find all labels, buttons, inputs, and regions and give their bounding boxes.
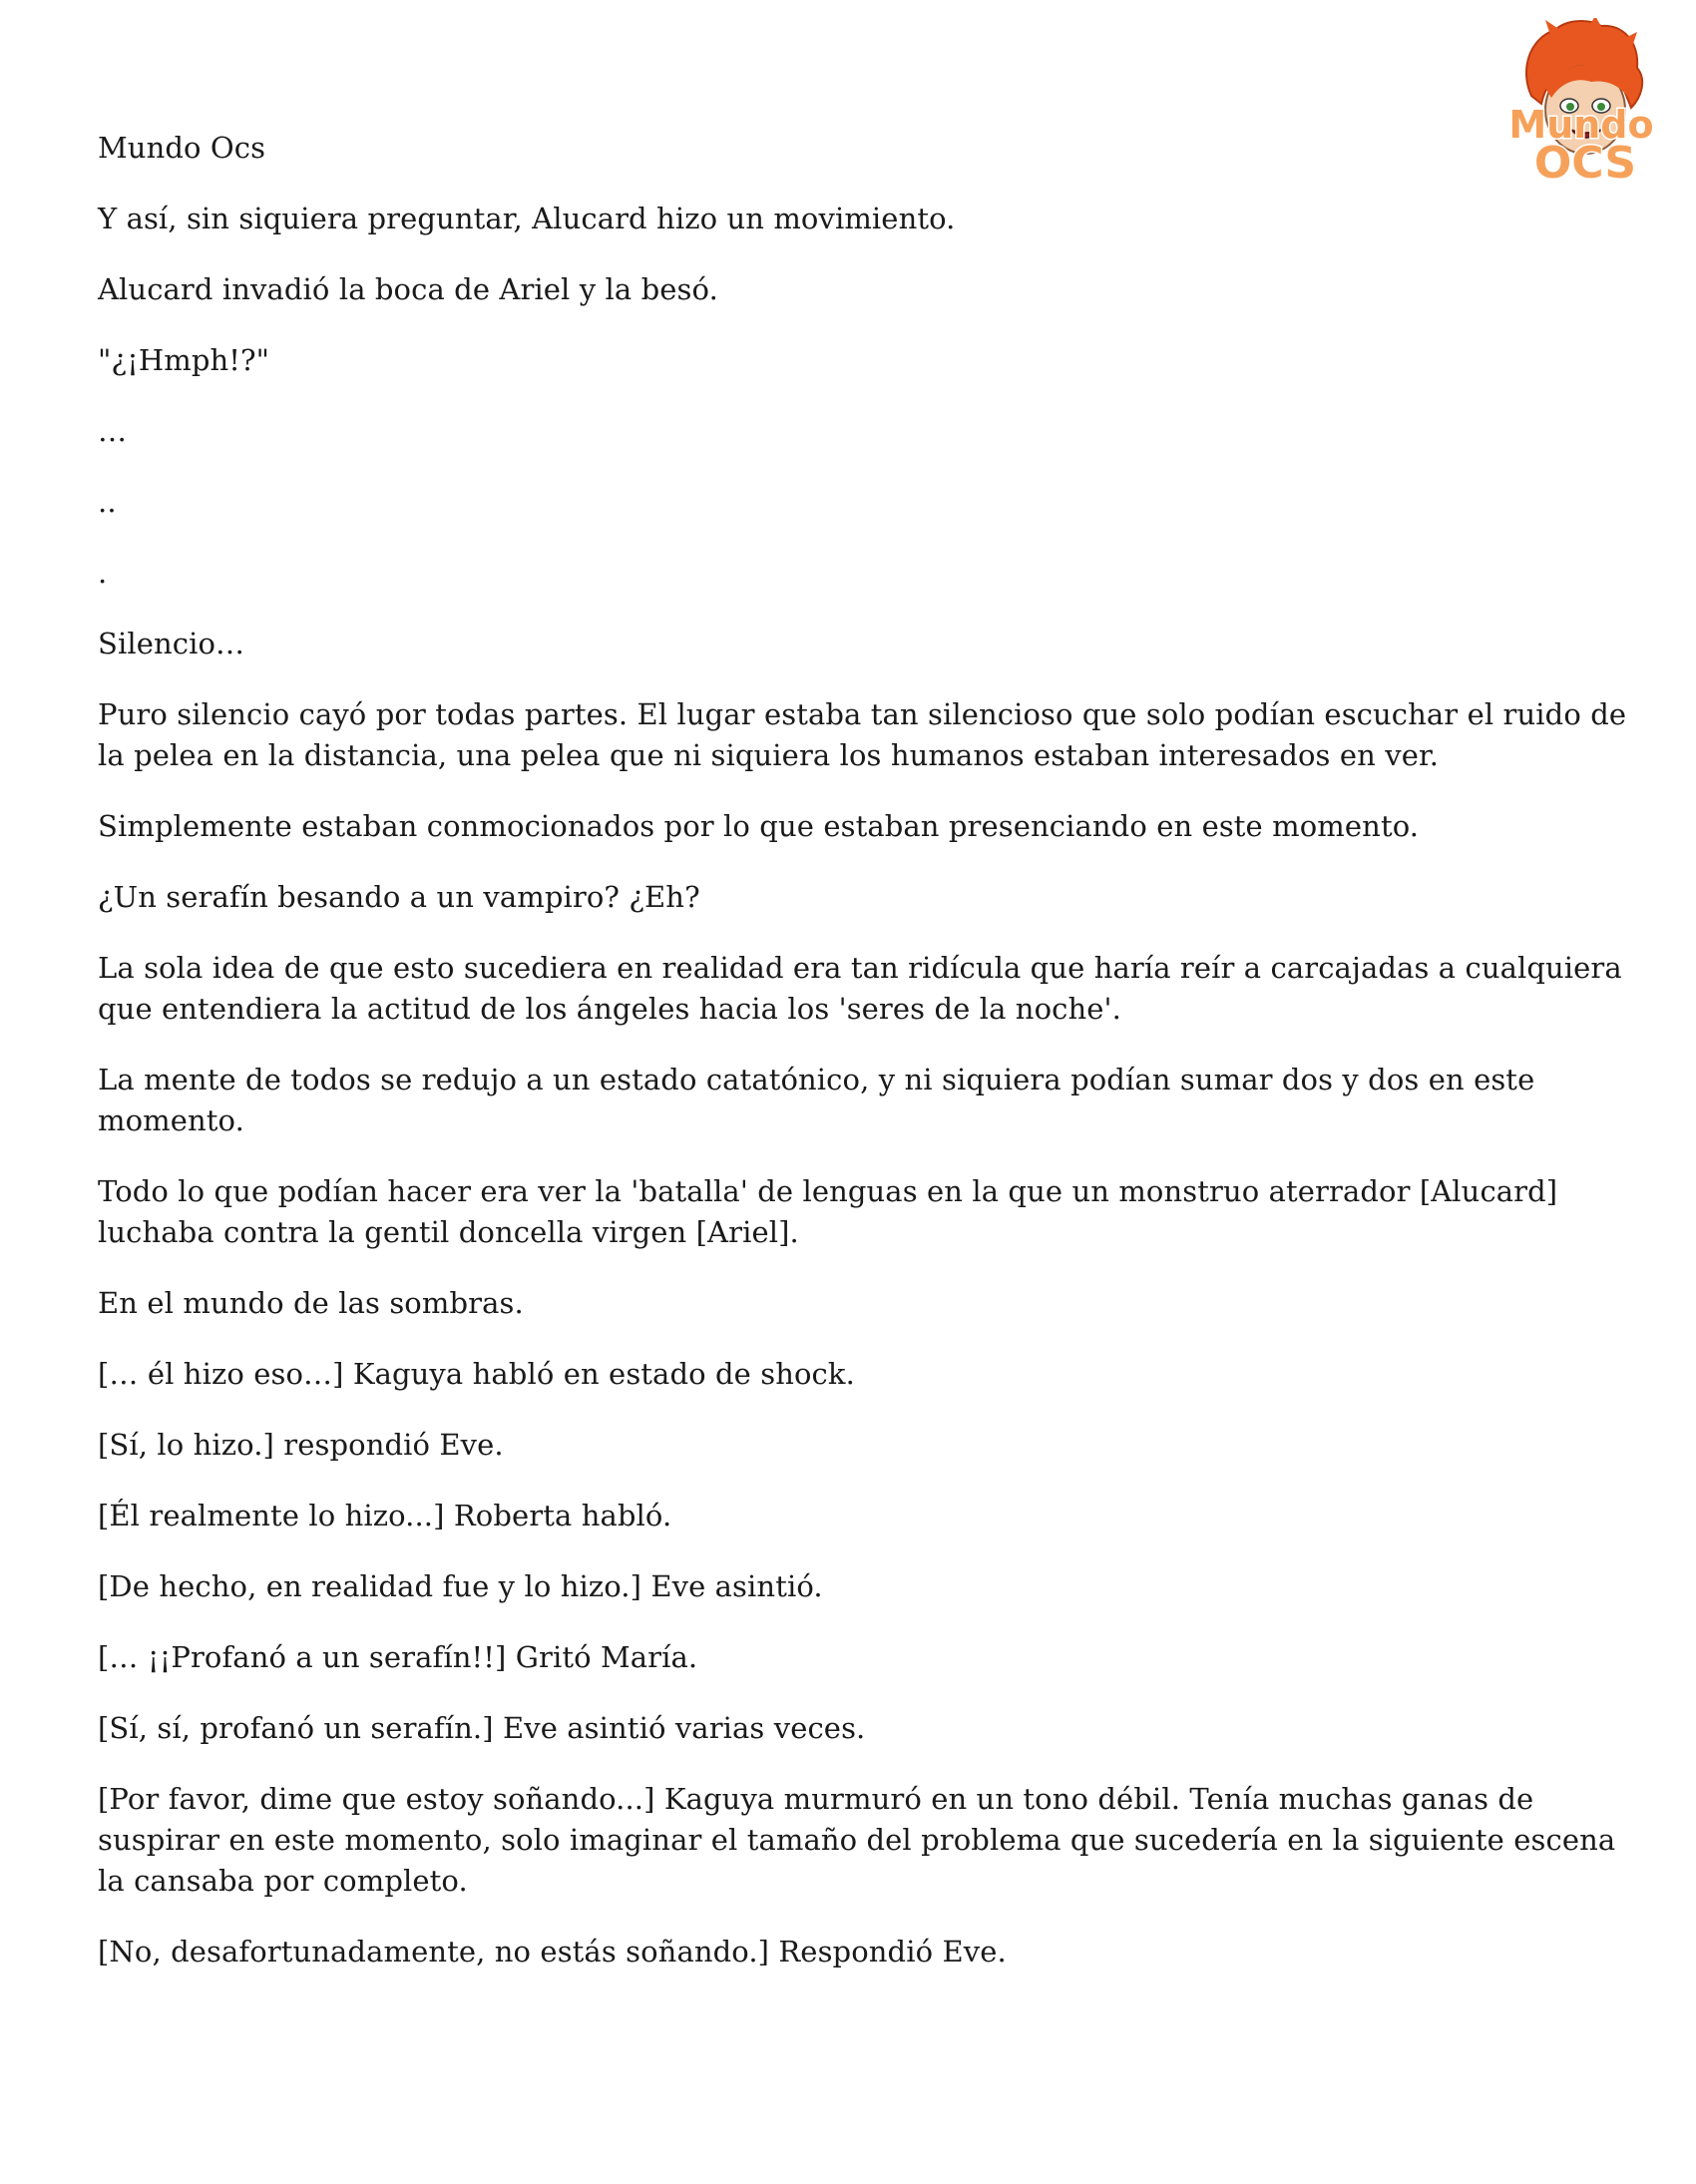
paragraph: Todo lo que podían hacer era ver la 'batalla' de lenguas en la que un monstruo aterrador [Alucard] luchaba contra la gentil doncella virgen [Ariel]. <box>98 1174 1567 1249</box>
paragraph: La mente de todos se redujo a un estado catatónico, y ni siquiera podían sumar dos y dos en este momento. <box>98 1063 1544 1137</box>
paragraph: [… ¡¡Profanó a un serafín!!] Gritó María. <box>98 1640 698 1674</box>
paragraph: Silencio… <box>98 627 245 660</box>
paragraph: Puro silencio cayó por todas partes. El lugar estaba tan silencioso que solo podían escuchar el ruido de la pelea en la distancia, una pelea que ni siquiera los humanos estaban interesados en ver. <box>98 697 1636 772</box>
paragraph: [De hecho, en realidad fue y lo hizo.] Eve asintió. <box>98 1569 823 1603</box>
paragraph: … <box>98 414 128 448</box>
paragraph: ¿Un serafín besando a un vampiro? ¿Eh? <box>98 880 700 914</box>
paragraph: "¿¡Hmph!?" <box>98 343 270 377</box>
paragraph: [Sí, lo hizo.] respondió Eve. <box>98 1428 504 1462</box>
paragraph: Y así, sin siquiera preguntar, Alucard hizo un movimiento. <box>98 202 956 235</box>
paragraph: [Sí, sí, profanó un serafín.] Eve asintió varias veces. <box>98 1711 866 1745</box>
paragraph: Alucard invadió la boca de Ariel y la besó. <box>98 272 718 306</box>
document-title: Mundo Ocs <box>98 131 266 165</box>
paragraph: Simplemente estaban conmocionados por lo que estaban presenciando en este momento. <box>98 809 1420 843</box>
paragraph: [… él hizo eso…] Kaguya habló en estado de shock. <box>98 1357 855 1391</box>
paragraph: La sola idea de que esto sucediera en realidad era tan ridícula que haría reír a carcajadas a cualquiera que entendiera la actitud de los ángeles hacia los 'seres de la noche'. <box>98 951 1632 1026</box>
paragraph: En el mundo de las sombras. <box>98 1286 524 1320</box>
logo-text-ocs: OCS <box>1533 138 1637 188</box>
paragraph: [No, desafortunadamente, no estás soñando.] Respondió Eve. <box>98 1935 1007 1968</box>
paragraph: . <box>98 556 108 590</box>
paragraph: [Por favor, dime que estoy soñando...] Kaguya murmuró en un tono débil. Tenía muchas ganas de suspirar en este momento, solo imaginar el tamaño del problema que sucedería en la siguiente escena la cansaba por completo. <box>98 1782 1625 1898</box>
paragraph: .. <box>98 485 117 519</box>
logo-text-mundo: Mundo <box>1508 103 1654 147</box>
paragraph: [Él realmente lo hizo...] Roberta habló. <box>98 1499 672 1532</box>
document-body <box>98 128 1637 2002</box>
